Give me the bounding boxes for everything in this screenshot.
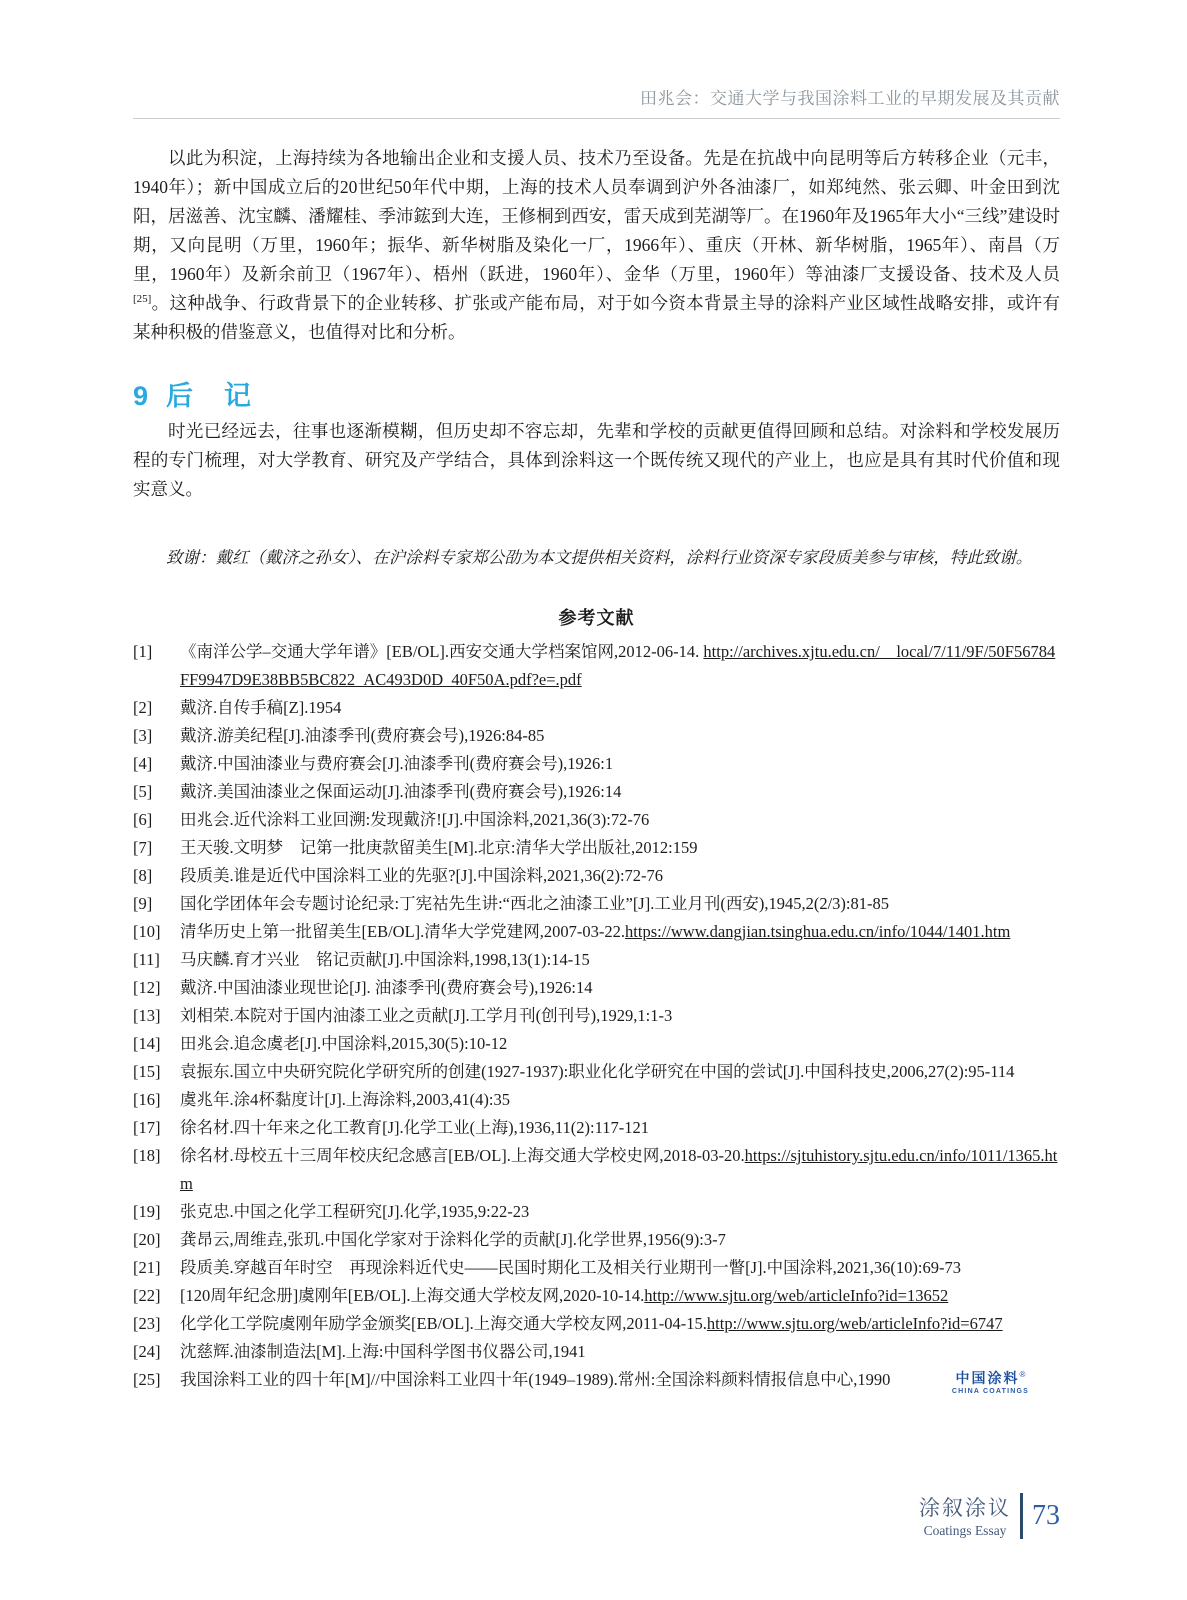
reference-text: 戴济.中国油漆业现世论[J]. 油漆季刊(费府赛会号),1926:14 [180,978,593,997]
reference-item [133,1058,1060,1086]
reference-item [133,1002,1060,1030]
reference-number: [10] [133,922,161,941]
reference-item [133,1338,1060,1366]
reference-text: 沈慈辉.油漆制造法[M].上海:中国科学图书仪器公司,1941 [180,1342,586,1361]
reference-item [133,890,1060,918]
reference-text: 虞兆年.涂4杯黏度计[J].上海涂料,2003,41(4):35 [180,1090,510,1109]
reference-text: 国化学团体年会专题讨论纪录:丁宪祜先生讲:“西北之油漆工业”[J].工业月刊(西安),1945,2(2/3):81-85 [180,894,889,913]
reference-number: [14] [133,1034,161,1053]
reference-number: [12] [133,978,161,997]
footer-column-en: Coatings Essay [923,1523,1007,1538]
reference-number: [6] [133,810,153,829]
reference-number: [8] [133,866,153,885]
reference-item [133,722,1060,750]
reference-item [133,946,1060,974]
reference-item [133,638,1060,694]
reference-text: 清华历史上第一批留美生[EB/OL].清华大学党建网,2007-03-22. [180,922,626,941]
section-9-number: 9 [133,381,151,411]
reference-number: [3] [133,726,153,745]
reference-number: [15] [133,1062,161,1081]
header-rule [133,118,1060,119]
paragraph-transfer-history-text: 以此为积淀，上海持续为各地输出企业和支援人员、技术乃至设备。先是在抗战中向昆明等后方转移企业（元丰，1940年）；新中国成立后的20世纪50年代中期，上海的技术人员奉调到沪外各油漆厂，如郑纯然、张云卿、叶金田到沈阳，居滋善、沈宝麟、潘耀桂、季沛鋐到大连，王修桐到西安，雷天成到芜湖等厂。在1960年及1965年大小“三线”建设时期，又向昆明（万里，1960年；振华、新华树脂及染化一厂，1966年）、重庆（开林、新华树脂，1965年）、南昌（万里，1960年）及新余前卫（1967年）、梧州（跃进，1960年）、金华（万里，1960年）等油漆厂支援设备、技术及人员 [133,148,1060,284]
page-footer [919,1492,1060,1539]
china-coatings-logo [952,1370,1029,1396]
reference-text: [120周年纪念册]虞刚年[EB/OL].上海交通大学校友网,2020-10-14. [180,1286,645,1305]
logo-cn-line [952,1370,1029,1388]
reference-text: 田兆会.追念虞老[J].中国涂料,2015,30(5):10-12 [180,1034,508,1053]
reference-item [133,1310,1060,1338]
reference-number: [16] [133,1090,161,1109]
reference-number: [1] [133,642,153,661]
reference-list [133,638,1060,1394]
reference-item [133,750,1060,778]
reference-number: [20] [133,1230,161,1249]
reference-item [133,1226,1060,1254]
reference-text: 化学化工学院虞刚年励学金颁奖[EB/OL].上海交通大学校友网,2011-04-15. [180,1314,707,1333]
reference-number: [11] [133,950,160,969]
section-9-title: 后 记 [166,381,254,411]
reference-text: 马庆麟.育才兴业 铭记贡献[J].中国涂料,1998,13(1):14-15 [180,950,590,969]
reference-number: [5] [133,782,153,801]
reference-text: 张克忠.中国之化学工程研究[J].化学,1935,9:22-23 [180,1202,530,1221]
paragraph-epilogue: 时光已经远去，往事也逐渐模糊，但历史却不容忘却，先辈和学校的贡献更值得回顾和总结。对涂料和学校发展历程的专门梳理，对大学教育、研究及产学结合，具体到涂料这一个既传统又现代的产业上，也应是具有其时代价值和现实意义。 [133,421,1060,499]
reference-item [133,778,1060,806]
reference-text: 戴济.中国油漆业与费府赛会[J].油漆季刊(费府赛会号),1926:1 [180,754,614,773]
reference-number: [21] [133,1258,161,1277]
reference-number: [13] [133,1006,161,1025]
reference-item [133,806,1060,834]
footer-column [919,1492,1011,1539]
reference-number: [7] [133,838,153,857]
reference-number: [24] [133,1342,161,1361]
reference-text: 段质美.穿越百年时空 再现涂料近代史——民国时期化工及相关行业期刊一瞥[J].中国涂料,2021,36(10):69-73 [180,1258,961,1277]
reference-url-link[interactable]: http://www.sjtu.org/web/articleInfo?id=13652 [644,1286,949,1305]
citation-superscript-25: [25] [133,293,152,306]
reference-text: 袁振东.国立中央研究院化学研究所的创建(1927-1937):职业化化学研究在中国的尝试[J].中国科技史,2006,27(2):95-114 [180,1062,1015,1081]
reference-item [133,1030,1060,1058]
footer-divider-bar [1020,1493,1023,1539]
reference-number: [18] [133,1146,161,1165]
reference-text: 徐名材.四十年来之化工教育[J].化学工业(上海),1936,11(2):117-121 [180,1118,649,1137]
reference-text: 我国涂料工业的四十年[M]//中国涂料工业四十年(1949–1989).常州:全国涂料颜料情报信息中心,1990 [180,1370,891,1389]
reference-text: 戴济.游美纪程[J].油漆季刊(费府赛会号),1926:84-85 [180,726,545,745]
paragraph-transfer-history [133,144,1060,347]
reference-number: [4] [133,754,153,773]
reference-url-link[interactable]: https://sjtuhistory.sjtu.edu.cn/info/1011/1365.htm [180,1146,1058,1193]
reference-url-link[interactable]: http://www.sjtu.org/web/articleInfo?id=6747 [706,1314,1003,1333]
reference-text: 刘相荣.本院对于国内油漆工业之贡献[J].工学月刊(创刊号),1929,1:1-3 [180,1006,673,1025]
reference-item [133,1114,1060,1142]
reference-text: 戴济.美国油漆业之保面运动[J].油漆季刊(费府赛会号),1926:14 [180,782,622,801]
reference-text: 《南洋公学–交通大学年谱》[EB/OL].西安交通大学档案馆网,2012-06-14. [180,642,704,661]
reference-text: 段质美.谁是近代中国涂料工业的先驱?[J].中国涂料,2021,36(2):72-76 [180,866,664,885]
reference-text: 龚昂云,周维垚,张玑.中国化学家对于涂料化学的贡献[J].化学世界,1956(9):3-7 [180,1230,726,1249]
reference-item [133,834,1060,862]
logo-cn-text: 中国涂料 [955,1370,1020,1386]
reference-item [133,694,1060,722]
reference-item [133,974,1060,1002]
reference-number: [2] [133,698,153,717]
reference-url-link[interactable]: http://archives.xjtu.edu.cn/__local/7/11/9F/50F56784FF9947D9E38BB5BC822_AC493D0D_40F50A.pdf?e=.pdf [180,642,1056,689]
reference-text: 王天骏.文明梦 记第一批庚款留美生[M].北京:清华大学出版社,2012:159 [180,838,698,857]
reference-number: [22] [133,1286,161,1305]
logo-en-text: CHINA COATINGS [951,1388,1029,1396]
reference-number: [25] [133,1370,161,1389]
reference-text: 徐名材.母校五十三周年校庆纪念感言[EB/OL].上海交通大学校史网,2018-03-20. [180,1146,745,1165]
reference-url-link[interactable]: https://www.dangjian.tsinghua.edu.cn/info/1044/1401.htm [625,922,1011,941]
reference-number: [19] [133,1202,161,1221]
section-9-heading [133,374,1060,413]
reference-text: 戴济.自传手稿[Z].1954 [180,698,342,717]
reference-item [133,1366,1060,1394]
footer-column-cn: 涂叙涂议 [919,1497,1011,1520]
reference-item [133,862,1060,890]
running-head-title: 田兆会：交通大学与我国涂料工业的早期发展及其贡献 [640,89,1060,108]
reference-item [133,1142,1060,1198]
references-heading: 参考文献 [558,608,635,628]
reference-number: [23] [133,1314,161,1333]
reference-item [133,1086,1060,1114]
page-number: 73 [1032,1499,1060,1531]
acknowledgment-text: 致谢：戴红（戴济之孙女）、在沪涂料专家郑公劭为本文提供相关资料，涂料行业资深专家段质美参与审核，特此致谢。 [166,548,1033,567]
reference-item [133,918,1060,946]
reference-text: 田兆会.近代涂料工业回溯:发现戴济![J].中国涂料,2021,36(3):72-76 [180,810,650,829]
reference-number: [17] [133,1118,161,1137]
reference-number: [9] [133,894,153,913]
logo-registered-mark: ® [1019,1370,1026,1379]
paragraph-transfer-history-tail: 。这种战争、行政背景下的企业转移、扩张或产能布局，对于如今资本背景主导的涂料产业区域性战略安排，或许有某种积极的借鉴意义，也值得对比和分析。 [133,293,1060,342]
reference-item [133,1282,1060,1310]
reference-item [133,1254,1060,1282]
reference-item [133,1198,1060,1226]
